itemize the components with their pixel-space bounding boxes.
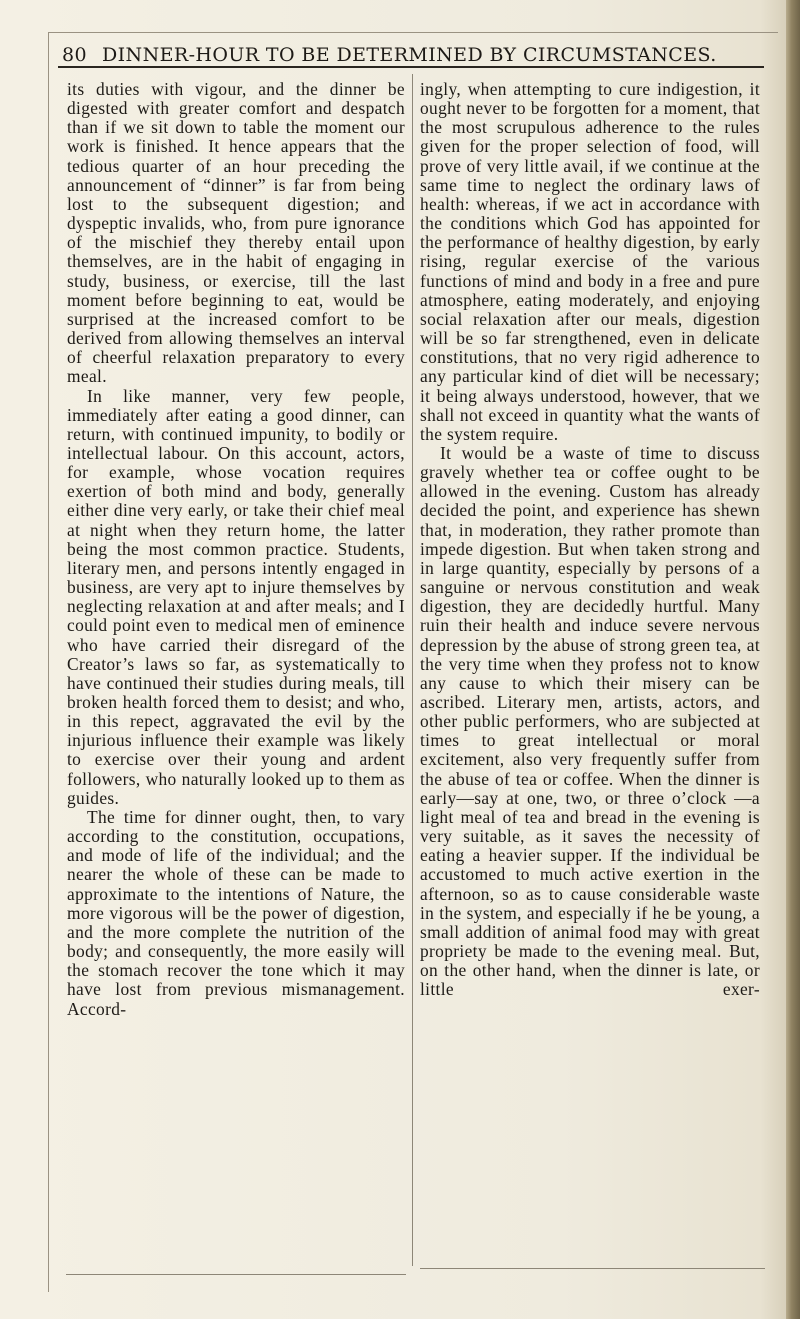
page-frame-top-rule: [48, 32, 778, 33]
running-head: DINNER-HOUR TO BE DETERMINED BY CIRCUMSTANCES.: [102, 44, 717, 66]
left-paragraph-3: The time for dinner ought, then, to vary according to the constitution, occupations, and mode of life of the individual; and the nearer the whole of these can be made to approximate to the intentions of Nature, the more vigorous will be the power of digestion, and the more complete the nutrition of the body; and consequently, the more easily will the stomach recover the tone which it may have lost from previous mismanagement. Accord-: [67, 806, 405, 1019]
page-number: 80: [62, 44, 87, 66]
page-header: [60, 38, 770, 68]
bottom-rule-right: [420, 1268, 765, 1269]
column-divider: [412, 74, 413, 1266]
left-paragraph-2: In like manner, very few people, immediately after eating a good dinner, can return, with continued impunity, to bodily or intellectual labour. On this account, actors, for example, whose vocation requires exertion of both mind and body, generally either dine very early, or take their chief meal at night when they return home, the latter being the most common practice. Students, literary men, and persons intently engaged in business, are very apt to injure themselves by neglecting relaxation at and after meals; and I could point even to medical men of eminence who have carried their disregard of the Creator’s laws so far, as systematically to have continued their studies during meals, till broken health forced them to desist; and who, in this repect, aggravated the evil by the injurious influence their example was likely to exercise over their young and ardent followers, who naturally looked up to them as guides.: [67, 385, 405, 808]
bottom-rule-left: [66, 1274, 406, 1275]
left-column: [67, 80, 405, 1019]
header-rule: [58, 66, 764, 68]
right-paragraph-2: It would be a waste of time to discuss gravely whether tea or coffee ought to be allowed in the evening. Custom has already decided the point, and experience has shewn that, in moderation, they rather promote than impede digestion. But when taken strong and in large quantity, especially by persons of a sanguine or nervous constitution and weak digestion, they are decidedly hurtful. Many ruin their health and induce severe nervous depression by the abuse of strong green tea, at the very time when they profess not to know any cause to which their misery can be ascribed. Literary men, artists, actors, and other public performers, who are subjected at times to great intellectual or moral excitement, also very frequently suffer from the abuse of tea or coffee. When the dinner is early—say at one, two, or three o’clock —a light meal of tea and bread in the evening is very suitable, as it saves the necessity of eating a heavier supper. If the individual be accustomed to much active exertion in the afternoon, so as to cause considerable waste in the system, and especially if he be young, a small addition of animal food may with great propriety be made to the evening meal. But, on the other hand, when the dinner is late, or little exer-: [420, 442, 760, 1000]
left-paragraph-1: its duties with vigour, and the dinner be digested with greater comfort and despatch than if we sit down to table the moment our work is finished. It hence appears that the tedious quarter of an hour preceding the announcement of “dinner” is far from being lost to the subsequent digestion; and dyspeptic invalids, who, from pure ignorance of the mischief they thereby entail upon themselves, are in the habit of engaging in study, business, or exercise, till the last moment before beginning to eat, would be surprised at the increased comfort to be derived from allowing themselves an interval of cheerful relaxation preparatory to every meal.: [67, 79, 405, 387]
right-paragraph-1: ingly, when attempting to cure indigestion, it ought never to be forgotten for a moment, that the most scrupulous adherence to the rules given for the proper selection of food, will prove of very little avail, if we continue at the same time to neglect the ordinary laws of health: whereas, if we act in accordance with the conditions which God has appointed for the performance of healthy digestion, by early rising, regular exercise of the various functions of mind and body in a free and pure atmosphere, eating moderately, and enjoying social relaxation after our meals, digestion will be so far strengthened, even in delicate constitutions, that no very rigid adherence to any particular kind of diet will be necessary; it being always understood, however, that we shall not exceed in quantity what the wants of the system require.: [420, 79, 760, 444]
right-column: [420, 80, 760, 1000]
page-frame-left-rule: [48, 32, 49, 1292]
book-spine-shadow: [786, 0, 800, 1319]
